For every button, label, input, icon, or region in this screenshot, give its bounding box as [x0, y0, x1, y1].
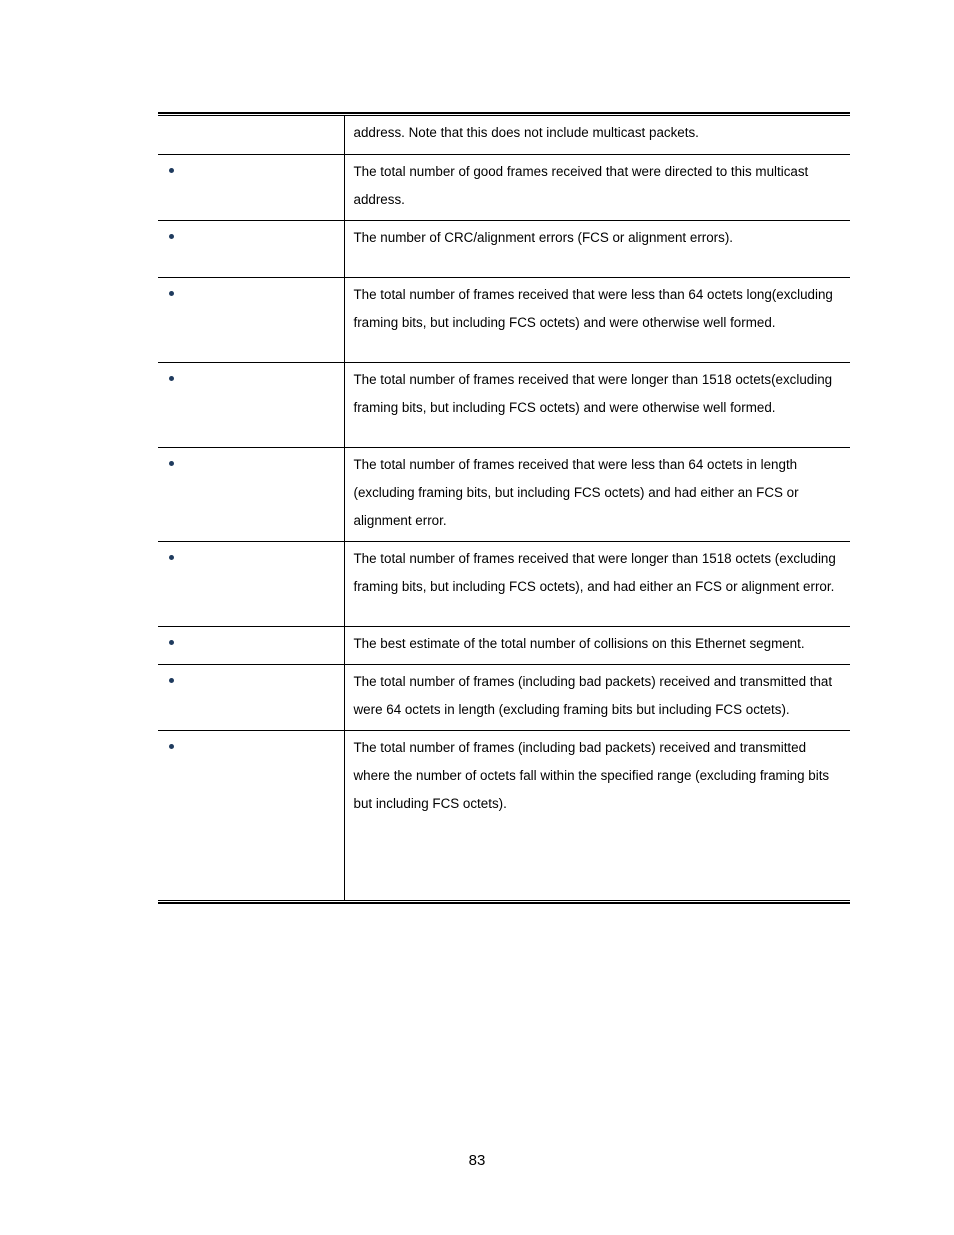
bullet-icon [169, 234, 174, 239]
object-cell [158, 116, 344, 154]
statistics-description-table [158, 112, 850, 904]
page-number: 83 [468, 1152, 486, 1169]
object-cell [158, 730, 344, 900]
description-cell: The total number of frames (including bad packets) received and transmitted that were 64 octets in length (excluding framing bits but including FCS octets). [344, 664, 850, 730]
object-cell [158, 664, 344, 730]
table-row [158, 730, 850, 900]
description-cell: The number of CRC/alignment errors (FCS or alignment errors). [344, 220, 850, 277]
description-cell: The total number of frames received that were less than 64 octets long(excluding framing bits, but including FCS octets) and were otherwise well formed. [344, 277, 850, 362]
bullet-icon [169, 376, 174, 381]
object-cell [158, 626, 344, 664]
table-row [158, 277, 850, 362]
table-row [158, 447, 850, 541]
table-row [158, 541, 850, 626]
bullet-icon [169, 555, 174, 560]
object-cell [158, 541, 344, 626]
bullet-icon [169, 168, 174, 173]
description-cell: The best estimate of the total number of collisions on this Ethernet segment. [344, 626, 850, 664]
description-table [158, 116, 850, 900]
table-row [158, 220, 850, 277]
object-cell [158, 362, 344, 447]
description-cell: The total number of frames received that were longer than 1518 octets (excluding framing bits, but including FCS octets), and had either an FCS or alignment error. [344, 541, 850, 626]
table-row [158, 626, 850, 664]
object-cell [158, 154, 344, 220]
table-row [158, 362, 850, 447]
object-cell [158, 447, 344, 541]
table-row [158, 154, 850, 220]
description-cell: The total number of frames received that were less than 64 octets in length (excluding framing bits, but including FCS octets) and had either an FCS or alignment error. [344, 447, 850, 541]
description-cell: The total number of frames (including bad packets) received and transmitted where the number of octets fall within the specified range (excluding framing bits but including FCS octets). [344, 730, 850, 900]
description-cell: The total number of frames received that were longer than 1518 octets(excluding framing bits, but including FCS octets) and were otherwise well formed. [344, 362, 850, 447]
object-cell [158, 277, 344, 362]
table-row [158, 116, 850, 154]
bullet-icon [169, 678, 174, 683]
bullet-icon [169, 461, 174, 466]
description-cell: The total number of good frames received that were directed to this multicast address. [344, 154, 850, 220]
table-row [158, 664, 850, 730]
description-cell: address. Note that this does not include multicast packets. [353, 125, 699, 140]
object-cell [158, 220, 344, 277]
bullet-icon [169, 744, 174, 749]
bullet-icon [169, 640, 174, 645]
bullet-icon [169, 291, 174, 296]
table-bottom-rule [158, 900, 850, 904]
